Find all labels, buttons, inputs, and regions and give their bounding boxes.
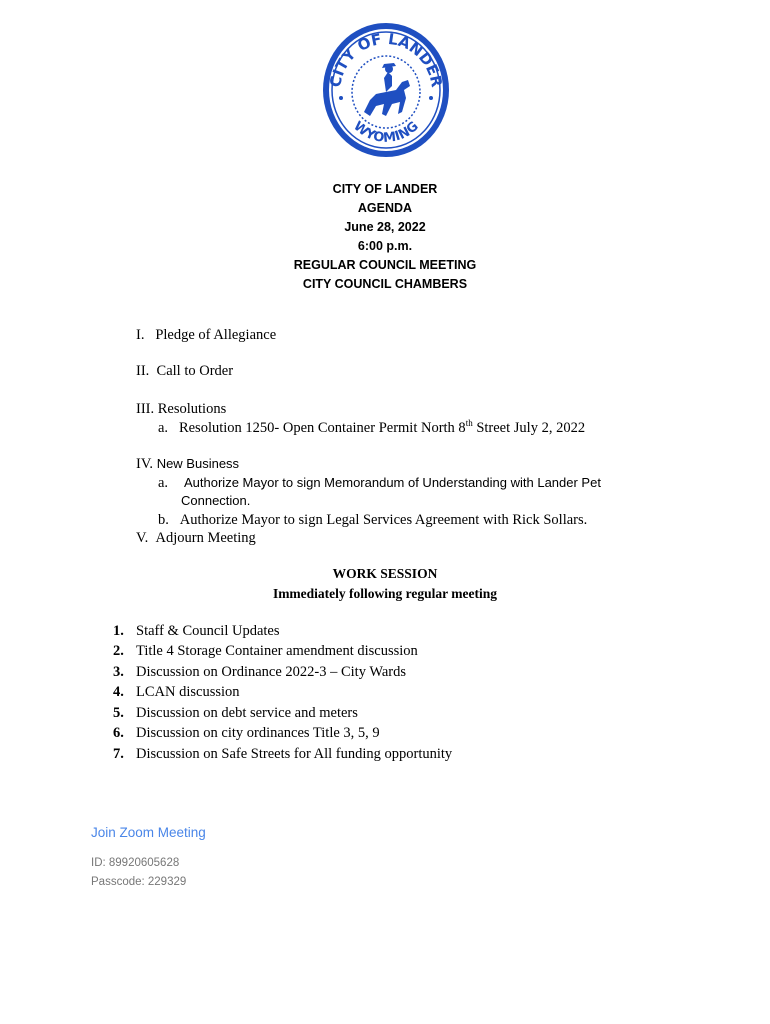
agenda-item-iii xyxy=(136,401,226,418)
item-text: LCAN discussion xyxy=(136,684,240,700)
city-seal-logo xyxy=(320,20,452,160)
subitem-text-cont: Street July 2, 2022 xyxy=(472,420,586,436)
agenda-item-i xyxy=(136,327,276,344)
item-num: 4. xyxy=(113,684,124,700)
item-num: 7. xyxy=(113,746,124,762)
item-num: 3. xyxy=(113,664,124,680)
join-zoom-meeting-link[interactable]: Join Zoom Meeting xyxy=(91,825,206,840)
item-text: Staff & Council Updates xyxy=(136,623,280,639)
subitem-num: b. xyxy=(158,512,169,528)
zoom-passcode: Passcode: 229329 xyxy=(91,876,187,888)
agenda-item-num: III. xyxy=(136,401,155,417)
subitem-num: a. xyxy=(158,420,169,436)
work-session-title: WORK SESSION xyxy=(332,566,438,581)
work-session-subtitle: Immediately following regular meeting xyxy=(272,586,498,601)
item-num: 6. xyxy=(113,725,124,741)
item-text: Discussion on Ordinance 2022-3 – City Wards xyxy=(136,664,407,680)
agenda-item-label: Adjourn Meeting xyxy=(155,530,256,546)
agenda-subitem-iv-a-cont: Connection. xyxy=(181,493,251,508)
superscript: th xyxy=(465,418,473,429)
work-session-item xyxy=(113,664,406,681)
seal-bottom-text: WYOMING xyxy=(350,118,422,147)
agenda-subitem-iv-b xyxy=(158,512,587,529)
header-date: June 28, 2022 xyxy=(344,220,426,234)
agenda-item-v xyxy=(136,530,256,547)
agenda-item-num: IV. xyxy=(136,456,154,472)
agenda-subitem-iii-a xyxy=(158,420,585,437)
subitem-text: Resolution 1250- Open Container Permit North 8 xyxy=(178,420,466,436)
zoom-meeting-id: ID: 89920605628 xyxy=(91,857,180,869)
header-agenda: AGENDA xyxy=(357,201,413,215)
subitem-text: Authorize Mayor to sign Memorandum of Understanding with Lander Pet xyxy=(184,475,601,490)
work-session-item xyxy=(113,746,452,763)
work-session-item xyxy=(113,725,380,742)
item-text: Discussion on debt service and meters xyxy=(136,705,358,721)
work-session-item xyxy=(113,643,418,660)
work-session-item xyxy=(113,623,280,640)
header-location: CITY COUNCIL CHAMBERS xyxy=(302,277,468,291)
agenda-item-iv xyxy=(136,456,239,473)
agenda-header xyxy=(0,180,770,294)
agenda-item-label: Pledge of Allegiance xyxy=(155,327,277,343)
subitem-num: a. xyxy=(158,475,169,491)
header-time: 6:00 p.m. xyxy=(357,239,413,253)
agenda-item-num: V. xyxy=(136,530,149,546)
work-session-item xyxy=(113,705,358,722)
item-text: Discussion on Safe Streets for All funding opportunity xyxy=(136,746,453,762)
header-meeting-type: REGULAR COUNCIL MEETING xyxy=(293,258,477,272)
seal-top-text: CITY OF LANDER xyxy=(326,29,446,89)
agenda-item-label: Resolutions xyxy=(157,401,227,417)
item-num: 5. xyxy=(113,705,124,721)
agenda-item-label: New Business xyxy=(156,456,240,471)
item-text: Title 4 Storage Container amendment discussion xyxy=(136,643,418,659)
item-text: Discussion on city ordinances Title 3, 5, 9 xyxy=(136,725,380,741)
item-num: 2. xyxy=(113,643,124,659)
agenda-subitem-iv-a xyxy=(158,474,601,492)
agenda-item-label: Call to Order xyxy=(156,363,234,379)
work-session-item xyxy=(113,684,240,701)
item-num: 1. xyxy=(113,623,124,639)
header-city: CITY OF LANDER xyxy=(332,182,438,196)
agenda-item-ii xyxy=(136,363,233,380)
agenda-item-num: II. xyxy=(136,363,150,379)
subitem-text: Authorize Mayor to sign Legal Services Agreement with Rick Sollars. xyxy=(179,512,588,528)
agenda-item-num: I. xyxy=(136,327,145,343)
